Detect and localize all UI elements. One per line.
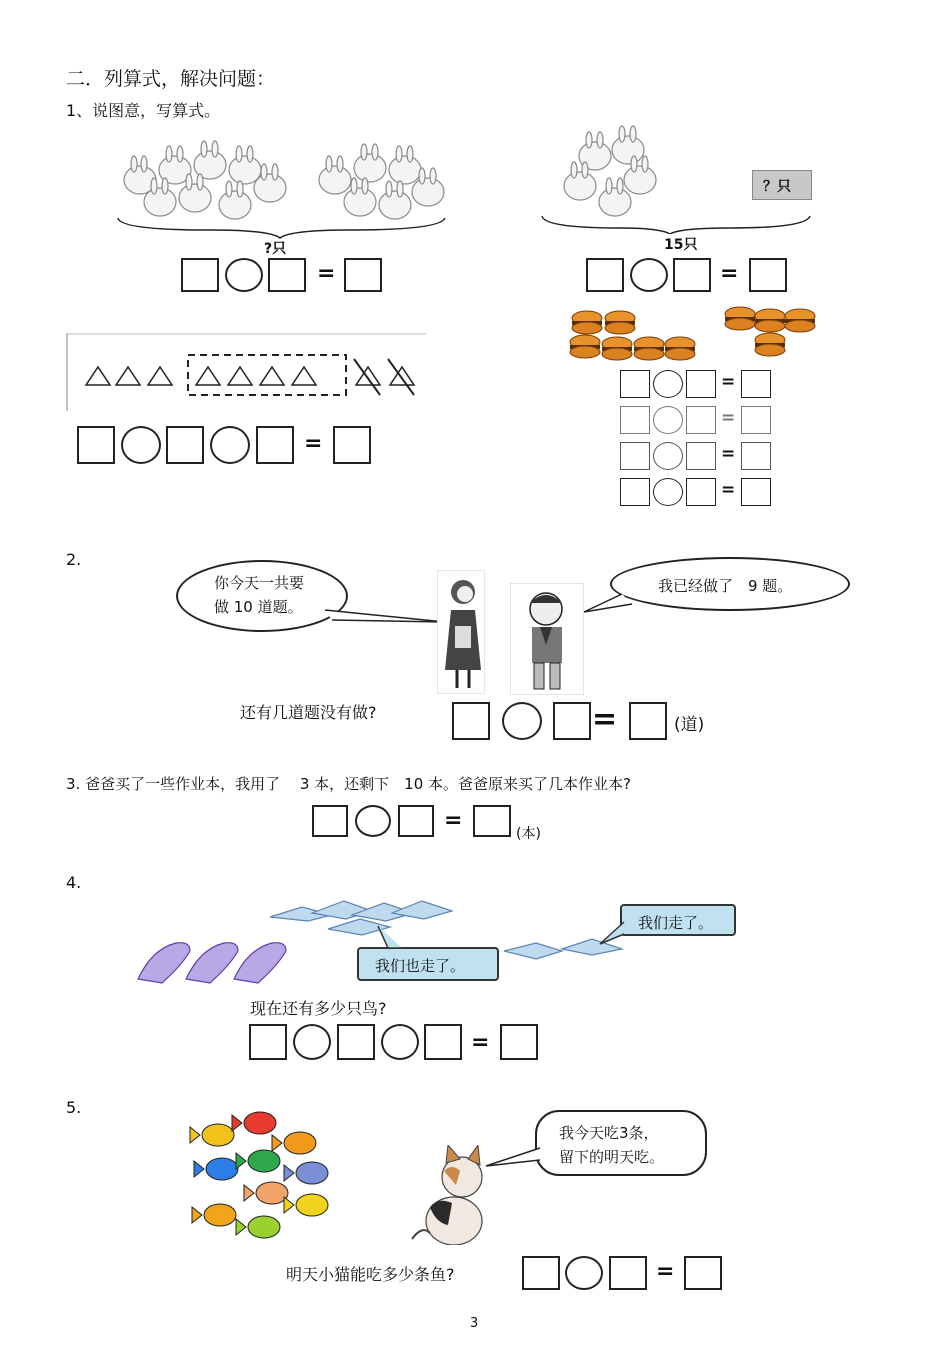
triangle-icon xyxy=(228,367,252,385)
operator-circle[interactable] xyxy=(121,426,161,464)
answer-box[interactable] xyxy=(398,805,434,837)
question-1-label: 1、说图意，写算式。 xyxy=(66,101,221,120)
birds-right-bubble-text: 我们走了。 xyxy=(638,914,714,932)
fish-illustration xyxy=(188,1105,348,1245)
left-brace-label: ?只 xyxy=(264,241,287,257)
operator-circle[interactable] xyxy=(293,1024,331,1060)
answer-box[interactable] xyxy=(609,1256,647,1290)
triangle-icon xyxy=(116,367,140,385)
operator-circle[interactable] xyxy=(653,406,683,434)
standing-bird-icon xyxy=(138,943,190,983)
question-4-number: 4. xyxy=(66,873,82,892)
answer-box[interactable] xyxy=(620,370,650,398)
answer-box[interactable] xyxy=(741,478,771,506)
bubble-tail-icon xyxy=(598,920,626,946)
burger-icon xyxy=(755,309,785,332)
fish-icon xyxy=(236,1150,280,1172)
operator-circle[interactable] xyxy=(653,370,683,398)
operator-circle[interactable] xyxy=(210,426,250,464)
answer-box[interactable] xyxy=(424,1024,462,1060)
answer-box[interactable] xyxy=(741,406,771,434)
answer-box[interactable] xyxy=(268,258,306,292)
fish-icon xyxy=(272,1132,316,1154)
triangle-icon xyxy=(196,367,220,385)
answer-box[interactable] xyxy=(741,442,771,470)
fish-icon xyxy=(284,1162,328,1184)
section-title: 二．列算式，解决问题： xyxy=(66,68,276,90)
cross-out-line-icon xyxy=(388,359,414,395)
birds-right-speech-box xyxy=(620,904,736,936)
boy-bubble-text: 我已经做了 9 题。 xyxy=(658,577,793,595)
fish-icon xyxy=(236,1216,280,1238)
operator-circle[interactable] xyxy=(502,702,542,740)
equals-sign: = xyxy=(444,808,463,833)
unknown-rabbits-box xyxy=(752,170,812,200)
question-2-text: 还有几道题没有做? xyxy=(240,703,377,722)
triangle-icon xyxy=(356,367,380,385)
equals-sign: = xyxy=(304,431,323,456)
answer-box[interactable] xyxy=(620,442,650,470)
standing-bird-icon xyxy=(186,943,238,983)
brace-icon xyxy=(542,216,810,234)
question-3-text: 3. 爸爸买了一些作业本，我用了 3 本，还剩下 10 本。爸爸原来买了几本作业本? xyxy=(66,775,631,793)
answer-box[interactable] xyxy=(452,702,490,740)
equals-sign: = xyxy=(471,1030,490,1055)
burgers-illustration xyxy=(565,305,825,365)
answer-box[interactable] xyxy=(166,426,204,464)
rabbit-icon xyxy=(389,146,421,184)
fish-icon xyxy=(194,1158,238,1180)
boy-illustration xyxy=(510,583,584,695)
boy-speech-bubble xyxy=(610,557,850,611)
question-2-number: 2. xyxy=(66,550,82,569)
answer-box[interactable] xyxy=(312,805,348,837)
equals-sign: = xyxy=(721,480,736,500)
answer-box[interactable] xyxy=(344,258,382,292)
answer-box[interactable] xyxy=(686,442,716,470)
answer-box[interactable] xyxy=(741,370,771,398)
answer-box[interactable] xyxy=(686,478,716,506)
answer-box[interactable] xyxy=(586,258,624,292)
burger-icon xyxy=(725,307,755,330)
rabbit-icon xyxy=(354,144,386,182)
operator-circle[interactable] xyxy=(653,478,683,506)
burger-icon xyxy=(570,335,600,358)
rabbit-icon xyxy=(319,156,351,194)
rabbit-icon xyxy=(219,181,251,219)
rabbit-icon xyxy=(229,146,261,184)
rabbits-group-illustration xyxy=(110,130,450,240)
right-brace-label: 15只 xyxy=(664,237,698,253)
answer-box[interactable] xyxy=(249,1024,287,1060)
answer-box[interactable] xyxy=(337,1024,375,1060)
fish-icon xyxy=(284,1194,328,1216)
flying-bird-icon xyxy=(504,943,562,959)
equals-sign: = xyxy=(720,261,739,286)
rabbit-icon xyxy=(612,126,644,164)
question-5-number: 5. xyxy=(66,1098,82,1117)
burger-icon xyxy=(605,311,635,334)
equals-sign: = xyxy=(656,1259,675,1284)
triangle-icon xyxy=(148,367,172,385)
answer-box[interactable] xyxy=(333,426,371,464)
answer-box[interactable] xyxy=(553,702,591,740)
fish-icon xyxy=(190,1124,234,1146)
unit-label: (本) xyxy=(516,826,541,842)
bubble-tail-icon xyxy=(484,1146,544,1172)
cross-out-line-icon xyxy=(354,359,380,395)
answer-box[interactable] xyxy=(749,258,787,292)
equals-sign: = xyxy=(721,444,736,464)
answer-box[interactable] xyxy=(629,702,667,740)
answer-box[interactable] xyxy=(500,1024,538,1060)
unknown-rabbits-label: ？只 xyxy=(763,179,791,195)
fish-icon xyxy=(244,1182,288,1204)
answer-box[interactable] xyxy=(686,406,716,434)
answer-box[interactable] xyxy=(522,1256,560,1290)
burger-icon xyxy=(785,309,815,332)
burger-icon xyxy=(755,333,785,356)
rabbit-icon xyxy=(379,181,411,219)
answer-box[interactable] xyxy=(620,478,650,506)
answer-box[interactable] xyxy=(620,406,650,434)
rabbit-icon xyxy=(194,141,226,179)
triangle-icon xyxy=(390,367,414,385)
cat-speech-bubble xyxy=(535,1110,707,1176)
answer-box[interactable] xyxy=(181,258,219,292)
answer-box[interactable] xyxy=(673,258,711,292)
girl-illustration xyxy=(437,570,485,694)
bubble-tail-icon xyxy=(582,590,642,616)
question-5-text: 明天小猫能吃多少条鱼? xyxy=(286,1265,455,1284)
answer-box[interactable] xyxy=(256,426,294,464)
fish-icon xyxy=(192,1204,236,1226)
equals-sign: = xyxy=(317,261,336,286)
burger-icon xyxy=(602,337,632,360)
answer-box[interactable] xyxy=(684,1256,722,1290)
fish-icon xyxy=(232,1112,276,1134)
operator-circle[interactable] xyxy=(565,1256,603,1290)
burger-icon xyxy=(572,311,602,334)
answer-box[interactable] xyxy=(686,370,716,398)
operator-circle[interactable] xyxy=(225,258,263,292)
triangle-icon xyxy=(86,367,110,385)
operator-circle[interactable] xyxy=(381,1024,419,1060)
triangles-illustration xyxy=(66,333,428,413)
girl-bubble-line-1: 你今天一共要 xyxy=(214,574,305,592)
birds-left-speech-box xyxy=(357,947,499,981)
burger-icon xyxy=(634,337,664,360)
girl-bubble-line-2: 做 10 道题。 xyxy=(214,598,303,616)
operator-circle[interactable] xyxy=(355,805,391,837)
triangle-icon xyxy=(292,367,316,385)
bubble-tail-icon xyxy=(320,600,450,630)
unit-label: (道) xyxy=(674,715,705,735)
operator-circle[interactable] xyxy=(630,258,668,292)
cat-bubble-line-2: 留下的明天吃。 xyxy=(559,1148,665,1166)
standing-bird-icon xyxy=(234,943,286,983)
equals-sign: = xyxy=(721,408,736,428)
question-4-text: 现在还有多少只鸟? xyxy=(250,999,387,1018)
burger-icon xyxy=(665,337,695,360)
equals-sign: = xyxy=(721,372,736,392)
answer-box[interactable] xyxy=(77,426,115,464)
answer-box[interactable] xyxy=(473,805,511,837)
brace-icon xyxy=(118,218,445,238)
cat-bubble-line-1: 我今天吃3条， xyxy=(559,1124,659,1142)
equals-sign: = xyxy=(592,702,618,737)
bubble-tail-icon xyxy=(376,924,406,950)
triangle-icon xyxy=(260,367,284,385)
page-number: 3 xyxy=(470,1316,479,1331)
operator-circle[interactable] xyxy=(653,442,683,470)
birds-left-bubble-text: 我们也走了。 xyxy=(375,957,466,975)
